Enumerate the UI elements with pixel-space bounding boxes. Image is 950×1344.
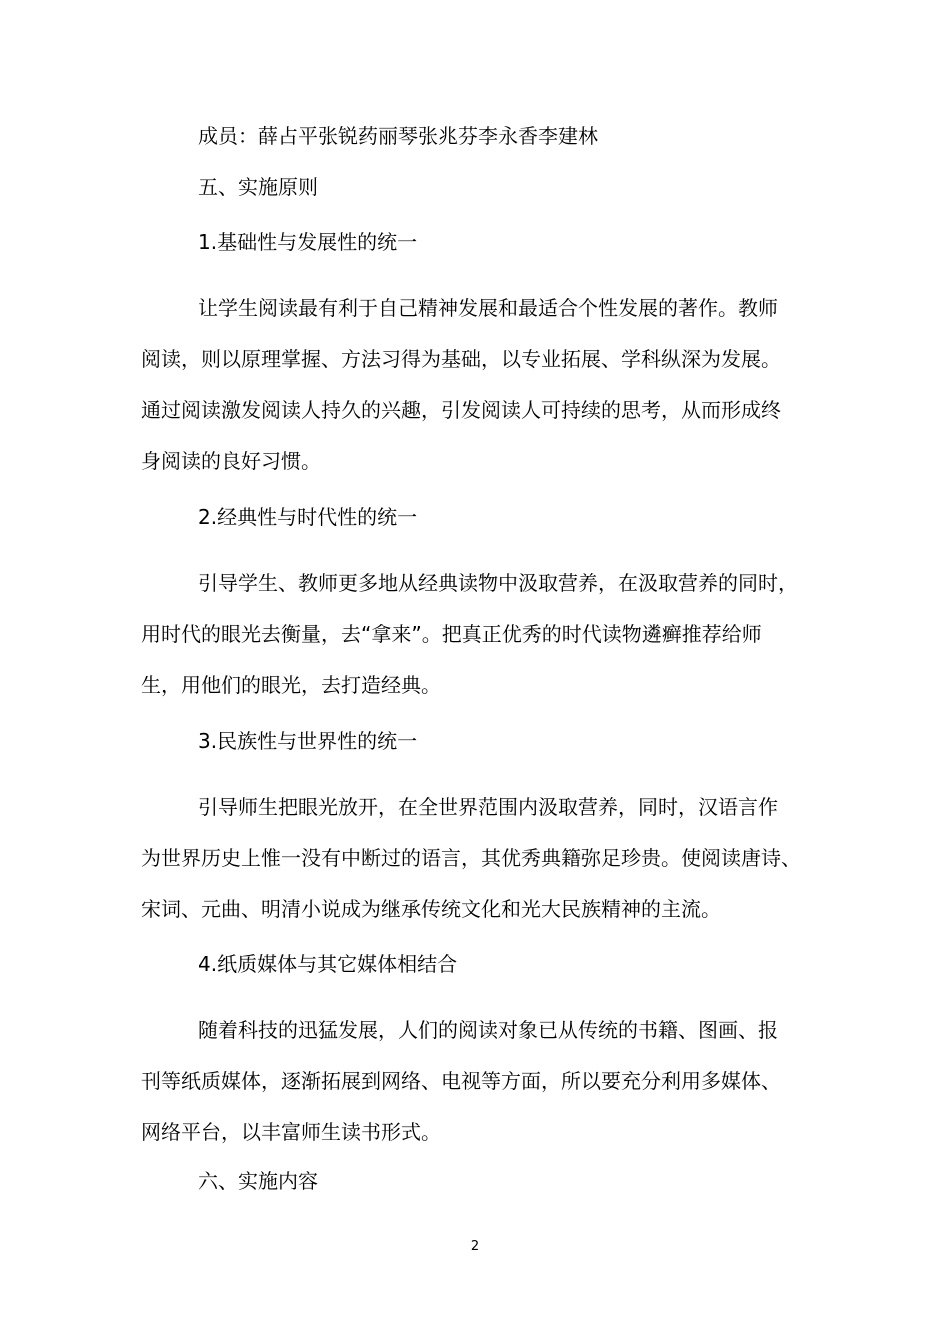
- paragraph-line: 生，用他们的眼光，去打造经典。: [141, 673, 441, 697]
- principle-heading: 3.民族性与世界性的统一: [198, 729, 418, 753]
- paragraph-line: 引导师生把眼光放开，在全世界范围内汲取营养，同时，汉语言作: [198, 795, 778, 819]
- paragraph-line: 通过阅读激发阅读人持久的兴趣，引发阅读人可持续的思考，从而形成终: [141, 398, 781, 422]
- paragraph-line: 网络平台，以丰富师生读书形式。: [141, 1120, 441, 1144]
- members-line: 成员：薛占平张锐药丽琴张兆芬李永香李建林: [198, 124, 598, 148]
- principle-heading: 2.经典性与时代性的统一: [198, 505, 418, 529]
- paragraph-line: 让学生阅读最有利于自己精神发展和最适合个性发展的著作。教师: [198, 296, 778, 320]
- principle-heading: 4.纸质媒体与其它媒体相结合: [198, 952, 458, 976]
- paragraph-line: 刊等纸质媒体，逐渐拓展到网络、电视等方面，所以要充分利用多媒体、: [141, 1069, 781, 1093]
- paragraph-line: 用时代的眼光去衡量，去“拿来”。把真正优秀的时代读物遴癣推荐给师: [141, 622, 762, 646]
- page-number: 2: [470, 1239, 480, 1254]
- paragraph-line: 引导学生、教师更多地从经典读物中汲取营养，在汲取营养的同时，: [198, 571, 798, 595]
- paragraph-line: 阅读，则以原理掌握、方法习得为基础，以专业拓展、学科纵深为发展。: [141, 347, 781, 371]
- paragraph-line: 为世界历史上惟一没有中断过的语言，其优秀典籍弥足珍贵。使阅读唐诗、: [141, 846, 801, 870]
- paragraph-line: 身阅读的良好习惯。: [141, 449, 321, 473]
- principle-heading: 1.基础性与发展性的统一: [198, 230, 418, 254]
- section-title: 六、实施内容: [198, 1169, 318, 1193]
- paragraph-line: 宋词、元曲、明清小说成为继承传统文化和光大民族精神的主流。: [141, 897, 721, 921]
- paragraph-line: 随着科技的迅猛发展，人们的阅读对象已从传统的书籍、图画、报: [198, 1018, 778, 1042]
- section-title: 五、实施原则: [198, 175, 318, 199]
